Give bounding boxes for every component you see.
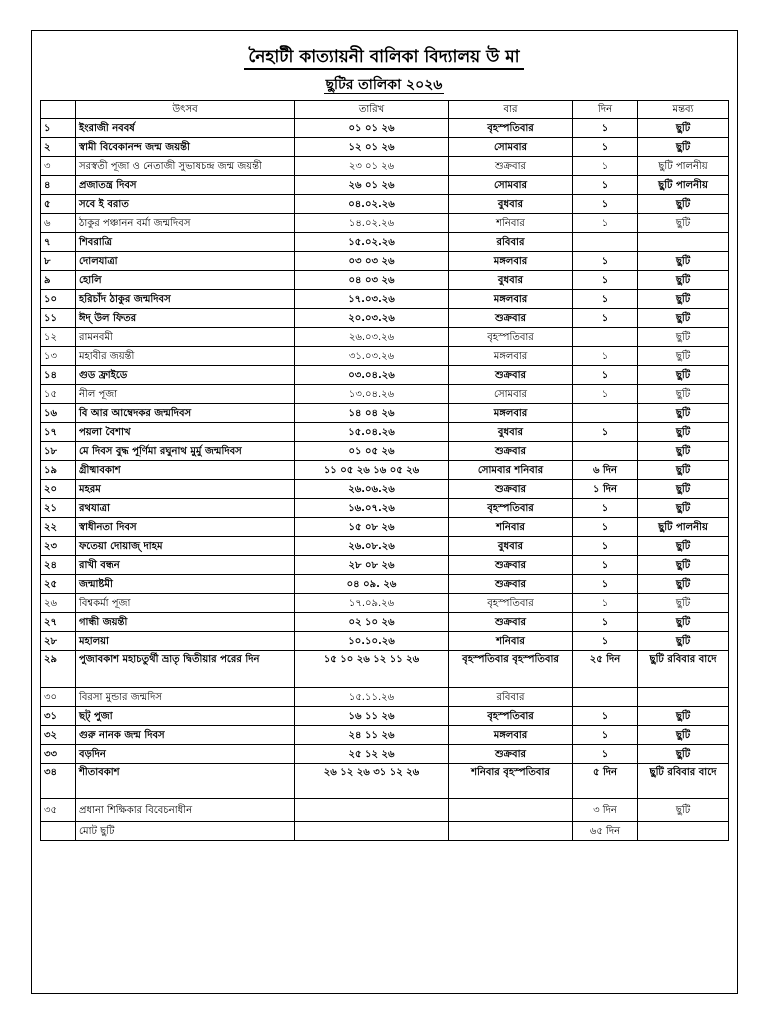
row-festival-name: পয়লা বৈশাখ bbox=[76, 423, 295, 442]
row-serial: ৪ bbox=[41, 176, 76, 195]
row-festival-name: প্রধানা শিক্ষিকার বিবেচনাধীন bbox=[76, 799, 295, 822]
table-row bbox=[41, 290, 729, 309]
row-weekday: বৃহস্পতিবার bbox=[449, 594, 573, 613]
table-body bbox=[41, 119, 729, 841]
table-row bbox=[41, 404, 729, 423]
row-remark: ছুটি bbox=[638, 309, 729, 328]
table-row bbox=[41, 366, 729, 385]
row-weekday: বুধবার bbox=[449, 423, 573, 442]
row-date: ১৫.০২.২৬ bbox=[295, 233, 449, 252]
row-remark: ছুটি bbox=[638, 726, 729, 745]
row-date: ০৪ ০৯. ২৬ bbox=[295, 575, 449, 594]
row-weekday: শনিবার bbox=[449, 518, 573, 537]
row-remark bbox=[638, 822, 729, 841]
table-row bbox=[41, 195, 729, 214]
row-festival-name: গুড ফ্রাইডে bbox=[76, 366, 295, 385]
holiday-table bbox=[40, 100, 729, 841]
row-festival-name: প্রজাতন্ত্র দিবস bbox=[76, 176, 295, 195]
row-day-count bbox=[573, 442, 638, 461]
row-remark: ছুটি bbox=[638, 575, 729, 594]
row-weekday: বৃহস্পতিবার bbox=[449, 328, 573, 347]
row-date: ১৩.০৪.২৬ bbox=[295, 385, 449, 404]
row-date: ১৬.০৭.২৬ bbox=[295, 499, 449, 518]
row-date: ১৭.০৯.২৬ bbox=[295, 594, 449, 613]
row-day-count: ১ bbox=[573, 138, 638, 157]
row-date: ২৬ ১২ ২৬ ৩১ ১২ ২৬ bbox=[295, 764, 449, 799]
row-day-count bbox=[573, 328, 638, 347]
row-remark: ছুটি bbox=[638, 119, 729, 138]
row-serial: ২৯ bbox=[41, 651, 76, 688]
row-date bbox=[295, 799, 449, 822]
row-remark: ছুটি bbox=[638, 442, 729, 461]
column-header-weekday: বার bbox=[449, 101, 573, 119]
row-festival-name: রামনবমী bbox=[76, 328, 295, 347]
row-serial: ২৮ bbox=[41, 632, 76, 651]
table-row bbox=[41, 157, 729, 176]
table-row bbox=[41, 252, 729, 271]
row-day-count: ৬৫ দিন bbox=[573, 822, 638, 841]
row-weekday: বৃহস্পতিবার bbox=[449, 707, 573, 726]
row-day-count: ১ bbox=[573, 594, 638, 613]
table-row bbox=[41, 799, 729, 822]
row-serial: ৯ bbox=[41, 271, 76, 290]
row-remark: ছুটি bbox=[638, 594, 729, 613]
row-serial: ৭ bbox=[41, 233, 76, 252]
table-row bbox=[41, 233, 729, 252]
table-row bbox=[41, 385, 729, 404]
row-festival-name: দোলযাত্রা bbox=[76, 252, 295, 271]
row-date bbox=[295, 822, 449, 841]
table-row bbox=[41, 214, 729, 233]
row-serial: ১৫ bbox=[41, 385, 76, 404]
row-day-count: ৩ দিন bbox=[573, 799, 638, 822]
row-remark: ছুটি bbox=[638, 423, 729, 442]
row-weekday: শুক্রবার bbox=[449, 575, 573, 594]
table-row bbox=[41, 119, 729, 138]
row-festival-name: হোলি bbox=[76, 271, 295, 290]
row-festival-name: বড়দিন bbox=[76, 745, 295, 764]
row-date: ২৮ ০৮ ২৬ bbox=[295, 556, 449, 575]
table-row bbox=[41, 480, 729, 499]
row-festival-name: হরিচাঁদ ঠাকুর জন্মদিবস bbox=[76, 290, 295, 309]
table-row bbox=[41, 632, 729, 651]
row-day-count: ১ bbox=[573, 119, 638, 138]
row-festival-name: বিরসা মুন্ডার জন্মদিস bbox=[76, 688, 295, 707]
row-remark: ছুটি bbox=[638, 537, 729, 556]
row-serial: ৩২ bbox=[41, 726, 76, 745]
row-remark: ছুটি bbox=[638, 138, 729, 157]
table-row bbox=[41, 764, 729, 799]
row-festival-name: স্বাধীনতা দিবস bbox=[76, 518, 295, 537]
row-remark: ছুটি bbox=[638, 195, 729, 214]
school-title bbox=[0, 44, 768, 72]
row-date: ২৬.০৮.২৬ bbox=[295, 537, 449, 556]
row-serial: ২৭ bbox=[41, 613, 76, 632]
row-serial: ৫ bbox=[41, 195, 76, 214]
table-row bbox=[41, 138, 729, 157]
row-festival-name: ছট্ পুজা bbox=[76, 707, 295, 726]
row-festival-name: বিশ্বকর্মা পূজা bbox=[76, 594, 295, 613]
row-serial: ২০ bbox=[41, 480, 76, 499]
row-remark: ছুটি bbox=[638, 499, 729, 518]
row-date: ১৪.০২.২৬ bbox=[295, 214, 449, 233]
row-remark: ছুটি bbox=[638, 214, 729, 233]
row-serial: ২৬ bbox=[41, 594, 76, 613]
row-serial: ৩৪ bbox=[41, 764, 76, 799]
row-remark: ছুটি bbox=[638, 347, 729, 366]
row-serial: ২৪ bbox=[41, 556, 76, 575]
row-weekday: শনিবার বৃহস্পতিবার bbox=[449, 764, 573, 799]
row-remark: ছুটি রবিবার বাদে bbox=[638, 764, 729, 799]
row-weekday: শনিবার bbox=[449, 214, 573, 233]
row-date: ০২ ১০ ২৬ bbox=[295, 613, 449, 632]
row-serial: ২২ bbox=[41, 518, 76, 537]
row-serial: ১০ bbox=[41, 290, 76, 309]
row-weekday: সোমবার bbox=[449, 385, 573, 404]
row-festival-name: মে দিবস বুদ্ধ পূর্ণিমা রঘুনাথ মুর্মু জন্মদিবস bbox=[76, 442, 295, 461]
table-row bbox=[41, 309, 729, 328]
row-festival-name: শিবরাত্রি bbox=[76, 233, 295, 252]
row-weekday: রবিবার bbox=[449, 233, 573, 252]
row-remark: ছুটি bbox=[638, 613, 729, 632]
table-row bbox=[41, 537, 729, 556]
row-remark: ছুটি bbox=[638, 252, 729, 271]
column-header-days: দিন bbox=[573, 101, 638, 119]
row-date: ০১ ০১ ২৬ bbox=[295, 119, 449, 138]
row-festival-name: ঈদ্ উল ফিতর bbox=[76, 309, 295, 328]
row-date: ২৫ ১২ ২৬ bbox=[295, 745, 449, 764]
row-day-count: ১ দিন bbox=[573, 480, 638, 499]
row-day-count: ১ bbox=[573, 385, 638, 404]
row-remark: ছুটি bbox=[638, 556, 729, 575]
row-weekday: সোমবার শনিবার bbox=[449, 461, 573, 480]
row-day-count: ২৫ দিন bbox=[573, 651, 638, 688]
row-weekday bbox=[449, 822, 573, 841]
row-weekday: শুক্রবার bbox=[449, 157, 573, 176]
row-date: ০৪ ০৩ ২৬ bbox=[295, 271, 449, 290]
row-day-count: ১ bbox=[573, 309, 638, 328]
row-remark: ছুটি bbox=[638, 290, 729, 309]
row-date: ১৫ ০৮ ২৬ bbox=[295, 518, 449, 537]
table-row bbox=[41, 707, 729, 726]
table-row bbox=[41, 594, 729, 613]
row-festival-name: সরস্বতী পূজা ও নেতাজী সুভাষচন্দ্র জন্ম জয়ন্তী bbox=[76, 157, 295, 176]
column-header-festival: উৎসব bbox=[76, 101, 295, 119]
row-serial: ৩ bbox=[41, 157, 76, 176]
row-date: ০৩.০৪.২৬ bbox=[295, 366, 449, 385]
row-day-count: ১ bbox=[573, 271, 638, 290]
row-date: ১৪ ০৪ ২৬ bbox=[295, 404, 449, 423]
row-remark: ছুটি পালনীয় bbox=[638, 157, 729, 176]
row-weekday: মঙ্গলবার bbox=[449, 404, 573, 423]
row-weekday: বুধবার bbox=[449, 537, 573, 556]
row-festival-name: মহরম bbox=[76, 480, 295, 499]
row-festival-name: ঠাকুর পঞ্চানন বর্মা জন্মদিবস bbox=[76, 214, 295, 233]
row-remark: ছুটি bbox=[638, 745, 729, 764]
row-festival-name: রথযাত্রা bbox=[76, 499, 295, 518]
row-day-count: ১ bbox=[573, 499, 638, 518]
row-serial: ১ bbox=[41, 119, 76, 138]
row-date: ১৭.০৩.২৬ bbox=[295, 290, 449, 309]
row-serial bbox=[41, 822, 76, 841]
row-date: ২৬ ০১ ২৬ bbox=[295, 176, 449, 195]
table-row bbox=[41, 613, 729, 632]
row-weekday: শুক্রবার bbox=[449, 556, 573, 575]
school-title-text: নৈহাটী কাত্যায়নী বালিকা বিদ্যালয় উ মা bbox=[244, 47, 523, 70]
table-row bbox=[41, 461, 729, 480]
table-row bbox=[41, 328, 729, 347]
column-header-serial bbox=[41, 101, 76, 119]
row-day-count: ১ bbox=[573, 745, 638, 764]
holiday-list-title-text: ছুটির তালিকা ২০২৬ bbox=[325, 77, 443, 93]
table-row bbox=[41, 575, 729, 594]
row-serial: ৩৩ bbox=[41, 745, 76, 764]
row-remark: ছুটি bbox=[638, 461, 729, 480]
row-serial: ৩০ bbox=[41, 688, 76, 707]
row-day-count: ১ bbox=[573, 613, 638, 632]
row-weekday: বুধবার bbox=[449, 195, 573, 214]
row-remark: ছুটি রবিবার বাদে bbox=[638, 651, 729, 688]
row-festival-name: গুরু নানক জন্ম দিবস bbox=[76, 726, 295, 745]
table-row bbox=[41, 745, 729, 764]
row-day-count: ১ bbox=[573, 556, 638, 575]
row-serial: ২৫ bbox=[41, 575, 76, 594]
row-weekday: বৃহস্পতিবার bbox=[449, 499, 573, 518]
row-day-count: ১ bbox=[573, 575, 638, 594]
row-festival-name: মহাবীর জয়ন্তী bbox=[76, 347, 295, 366]
row-day-count: ১ bbox=[573, 518, 638, 537]
row-weekday: সোমবার bbox=[449, 138, 573, 157]
row-remark: ছুটি bbox=[638, 328, 729, 347]
row-day-count: ১ bbox=[573, 290, 638, 309]
row-date: ২০.০৩.২৬ bbox=[295, 309, 449, 328]
table-row bbox=[41, 271, 729, 290]
row-festival-name: নীল পূজা bbox=[76, 385, 295, 404]
row-festival-name: মোট ছুটি bbox=[76, 822, 295, 841]
row-day-count: ৬ দিন bbox=[573, 461, 638, 480]
row-festival-name: বি আর আম্বেদকর জন্মদিবস bbox=[76, 404, 295, 423]
row-serial: ৩১ bbox=[41, 707, 76, 726]
row-weekday: মঙ্গলবার bbox=[449, 726, 573, 745]
row-day-count bbox=[573, 404, 638, 423]
row-day-count: ১ bbox=[573, 537, 638, 556]
row-weekday: সোমবার bbox=[449, 176, 573, 195]
row-date: ১৫.০৪.২৬ bbox=[295, 423, 449, 442]
row-day-count bbox=[573, 233, 638, 252]
row-weekday: বৃহস্পতিবার bbox=[449, 119, 573, 138]
row-festival-name: ফতেয়া দোয়াজ্ দাহম bbox=[76, 537, 295, 556]
table-row bbox=[41, 726, 729, 745]
row-remark: ছুটি bbox=[638, 366, 729, 385]
row-date: ২৩ ০১ ২৬ bbox=[295, 157, 449, 176]
row-remark: ছুটি bbox=[638, 271, 729, 290]
holiday-list-title bbox=[0, 73, 768, 97]
row-weekday bbox=[449, 799, 573, 822]
row-weekday: শুক্রবার bbox=[449, 613, 573, 632]
row-serial: ১৩ bbox=[41, 347, 76, 366]
row-weekday: শুক্রবার bbox=[449, 745, 573, 764]
row-day-count: ১ bbox=[573, 726, 638, 745]
row-remark: ছুটি bbox=[638, 799, 729, 822]
row-serial: ১২ bbox=[41, 328, 76, 347]
row-date: ২৬.০৬.২৬ bbox=[295, 480, 449, 499]
row-remark: ছুটি bbox=[638, 632, 729, 651]
row-date: ০৪.০২.২৬ bbox=[295, 195, 449, 214]
row-remark: ছুটি পালনীয় bbox=[638, 518, 729, 537]
row-festival-name: শীতাবকাশ bbox=[76, 764, 295, 799]
row-day-count: ১ bbox=[573, 366, 638, 385]
row-serial: ১৬ bbox=[41, 404, 76, 423]
row-day-count: ১ bbox=[573, 176, 638, 195]
row-serial: ২৩ bbox=[41, 537, 76, 556]
row-remark: ছুটি পালনীয় bbox=[638, 176, 729, 195]
row-serial: ২ bbox=[41, 138, 76, 157]
row-weekday: শুক্রবার bbox=[449, 442, 573, 461]
table-row bbox=[41, 651, 729, 688]
row-festival-name: স্বামী বিবেকানন্দ জন্ম জয়ন্তী bbox=[76, 138, 295, 157]
row-remark: ছুটি bbox=[638, 404, 729, 423]
row-date: ০১ ০৫ ২৬ bbox=[295, 442, 449, 461]
row-weekday: শুক্রবার bbox=[449, 480, 573, 499]
row-day-count: ১ bbox=[573, 214, 638, 233]
row-day-count: ১ bbox=[573, 157, 638, 176]
row-festival-name: গ্রীষ্মাবকাশ bbox=[76, 461, 295, 480]
row-day-count: ১ bbox=[573, 195, 638, 214]
table-header-row bbox=[41, 101, 729, 119]
row-festival-name: পুজাবকাশ মহাচতুর্থী ভ্রাতৃ দ্বিতীয়ার পরের দিন bbox=[76, 651, 295, 688]
table-row bbox=[41, 347, 729, 366]
table-row bbox=[41, 556, 729, 575]
table-row bbox=[41, 423, 729, 442]
table-row bbox=[41, 176, 729, 195]
row-remark: ছুটি bbox=[638, 385, 729, 404]
row-date: ৩১.০৩.২৬ bbox=[295, 347, 449, 366]
row-date: ১০.১০.২৬ bbox=[295, 632, 449, 651]
row-serial: ১৮ bbox=[41, 442, 76, 461]
row-day-count: ১ bbox=[573, 707, 638, 726]
row-serial: ২১ bbox=[41, 499, 76, 518]
row-festival-name: জন্মাষ্টমী bbox=[76, 575, 295, 594]
row-remark bbox=[638, 688, 729, 707]
row-weekday: মঙ্গলবার bbox=[449, 290, 573, 309]
row-date: ১৬ ১১ ২৬ bbox=[295, 707, 449, 726]
row-weekday: মঙ্গলবার bbox=[449, 252, 573, 271]
row-date: ১২ ০১ ২৬ bbox=[295, 138, 449, 157]
row-serial: ১৯ bbox=[41, 461, 76, 480]
table-row bbox=[41, 822, 729, 841]
row-day-count: ৫ দিন bbox=[573, 764, 638, 799]
row-serial: ১৪ bbox=[41, 366, 76, 385]
column-header-remark: মন্তব্য bbox=[638, 101, 729, 119]
row-date: ১১ ০৫ ২৬ ১৬ ০৫ ২৬ bbox=[295, 461, 449, 480]
row-day-count: ১ bbox=[573, 632, 638, 651]
table-row bbox=[41, 442, 729, 461]
row-remark: ছুটি bbox=[638, 707, 729, 726]
row-date: ২৪ ১১ ২৬ bbox=[295, 726, 449, 745]
row-remark bbox=[638, 233, 729, 252]
row-serial: ৩৫ bbox=[41, 799, 76, 822]
row-date: ১৫ ১০ ২৬ ১২ ১১ ২৬ bbox=[295, 651, 449, 688]
row-day-count bbox=[573, 688, 638, 707]
row-weekday: বুধবার bbox=[449, 271, 573, 290]
row-day-count: ১ bbox=[573, 423, 638, 442]
row-date: ১৫.১১.২৬ bbox=[295, 688, 449, 707]
table-row bbox=[41, 518, 729, 537]
row-festival-name: রাখী বন্ধন bbox=[76, 556, 295, 575]
row-weekday: মঙ্গলবার bbox=[449, 347, 573, 366]
table-row bbox=[41, 688, 729, 707]
row-festival-name: মহালয়া bbox=[76, 632, 295, 651]
row-day-count: ১ bbox=[573, 347, 638, 366]
row-weekday: বৃহস্পতিবার বৃহস্পতিবার bbox=[449, 651, 573, 688]
row-day-count: ১ bbox=[573, 252, 638, 271]
row-date: ২৬.০৩.২৬ bbox=[295, 328, 449, 347]
row-weekday: শনিবার bbox=[449, 632, 573, 651]
row-weekday: শুক্রবার bbox=[449, 366, 573, 385]
row-serial: ৬ bbox=[41, 214, 76, 233]
row-serial: ৮ bbox=[41, 252, 76, 271]
row-serial: ১১ bbox=[41, 309, 76, 328]
row-weekday: রবিবার bbox=[449, 688, 573, 707]
row-festival-name: ইংরাজী নববর্ষ bbox=[76, 119, 295, 138]
row-date: ০৩ ০৩ ২৬ bbox=[295, 252, 449, 271]
row-weekday: শুক্রবার bbox=[449, 309, 573, 328]
row-serial: ১৭ bbox=[41, 423, 76, 442]
row-festival-name: সবে ই বরাত bbox=[76, 195, 295, 214]
column-header-date: তারিখ bbox=[295, 101, 449, 119]
row-remark: ছুটি bbox=[638, 480, 729, 499]
row-festival-name: গান্ধী জয়ন্তী bbox=[76, 613, 295, 632]
table-row bbox=[41, 499, 729, 518]
